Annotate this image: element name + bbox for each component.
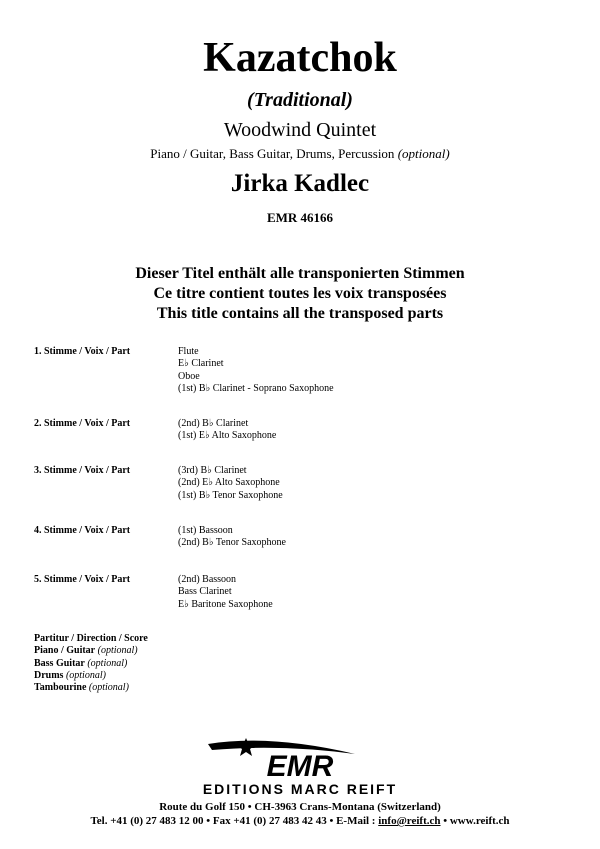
instrument-item: Oboe xyxy=(178,370,200,382)
ensemble-label: Woodwind Quintet xyxy=(223,119,377,141)
emr-logo xyxy=(150,736,450,796)
instrument-item: (1st) B♭ Clarinet - Soprano Saxophone xyxy=(178,382,334,394)
extra-parts-list xyxy=(34,633,148,694)
part-2-label: 2. Stimme / Voix / Part xyxy=(34,418,131,429)
score-title: Kazatchok xyxy=(203,35,397,81)
contact-phone-fax: Tel. +41 (0) 27 483 12 00 • Fax +41 (0) 27 483 42 43 • E-Mail : xyxy=(90,815,376,827)
part-5-label: 5. Stimme / Voix / Part xyxy=(34,574,131,585)
notice-english: This title contains all the transposed parts xyxy=(156,305,444,322)
notice-french: Ce titre contient toutes les voix transposées xyxy=(153,285,447,302)
publisher-address: Route du Golf 150 • CH-3963 Crans-Montana (Switzerland) xyxy=(159,801,441,813)
part-1-label: 1. Stimme / Voix / Part xyxy=(34,346,131,357)
website-link[interactable]: • www.reift.ch xyxy=(443,815,510,827)
email-link[interactable]: info@reift.ch xyxy=(378,815,441,827)
part-2-instruments xyxy=(178,418,276,443)
instrument-item: (1st) B♭ Tenor Saxophone xyxy=(178,489,283,501)
part-4-instruments xyxy=(178,525,286,550)
notice-german: Dieser Titel enthält alle transponierten Stimmen xyxy=(135,265,465,282)
extra-part-piano-guitar: Piano / Guitar (optional) xyxy=(34,645,138,657)
instrumentation-note: (optional) xyxy=(397,146,450,161)
part-1-instruments xyxy=(178,346,334,395)
instrument-item: (2nd) B♭ Tenor Saxophone xyxy=(178,537,286,549)
instrument-item: (2nd) E♭ Alto Saxophone xyxy=(178,477,280,489)
catalog-number: EMR 46166 xyxy=(266,210,334,225)
composer-name: Jirka Kadlec xyxy=(230,170,370,197)
score-subtitle: (Traditional) xyxy=(247,89,353,111)
logo-mark: EMR xyxy=(266,750,334,783)
instrument-item: (2nd) B♭ Clarinet xyxy=(178,418,249,429)
extra-part-bass-guitar: Bass Guitar (optional) xyxy=(34,657,128,669)
instrument-item: E♭ Baritone Saxophone xyxy=(178,598,273,610)
instrumentation-text: Piano / Guitar, Bass Guitar, Drums, Percussion xyxy=(150,146,395,161)
part-3-instruments xyxy=(178,465,283,502)
instrumentation-line xyxy=(0,146,600,162)
instrument-item: (2nd) Bassoon xyxy=(178,574,237,585)
instrument-item: Flute xyxy=(178,346,199,357)
part-5-instruments xyxy=(178,574,273,611)
part-3-label: 3. Stimme / Voix / Part xyxy=(34,465,131,476)
instrument-item: (3rd) B♭ Clarinet xyxy=(178,465,247,476)
extra-part-tambourine: Tambourine (optional) xyxy=(34,682,129,694)
instrument-item: E♭ Clarinet xyxy=(178,358,224,370)
publisher-name: EDITIONS MARC REIFT xyxy=(202,781,398,796)
instrument-item: Bass Clarinet xyxy=(178,586,232,598)
extra-part-score: Partitur / Direction / Score xyxy=(34,633,148,644)
publisher-contact xyxy=(0,814,600,828)
extra-part-drums: Drums (optional) xyxy=(34,669,106,681)
part-4-label: 4. Stimme / Voix / Part xyxy=(34,525,131,536)
instrument-item: (1st) E♭ Alto Saxophone xyxy=(178,430,277,442)
instrument-item: (1st) Bassoon xyxy=(178,525,233,536)
